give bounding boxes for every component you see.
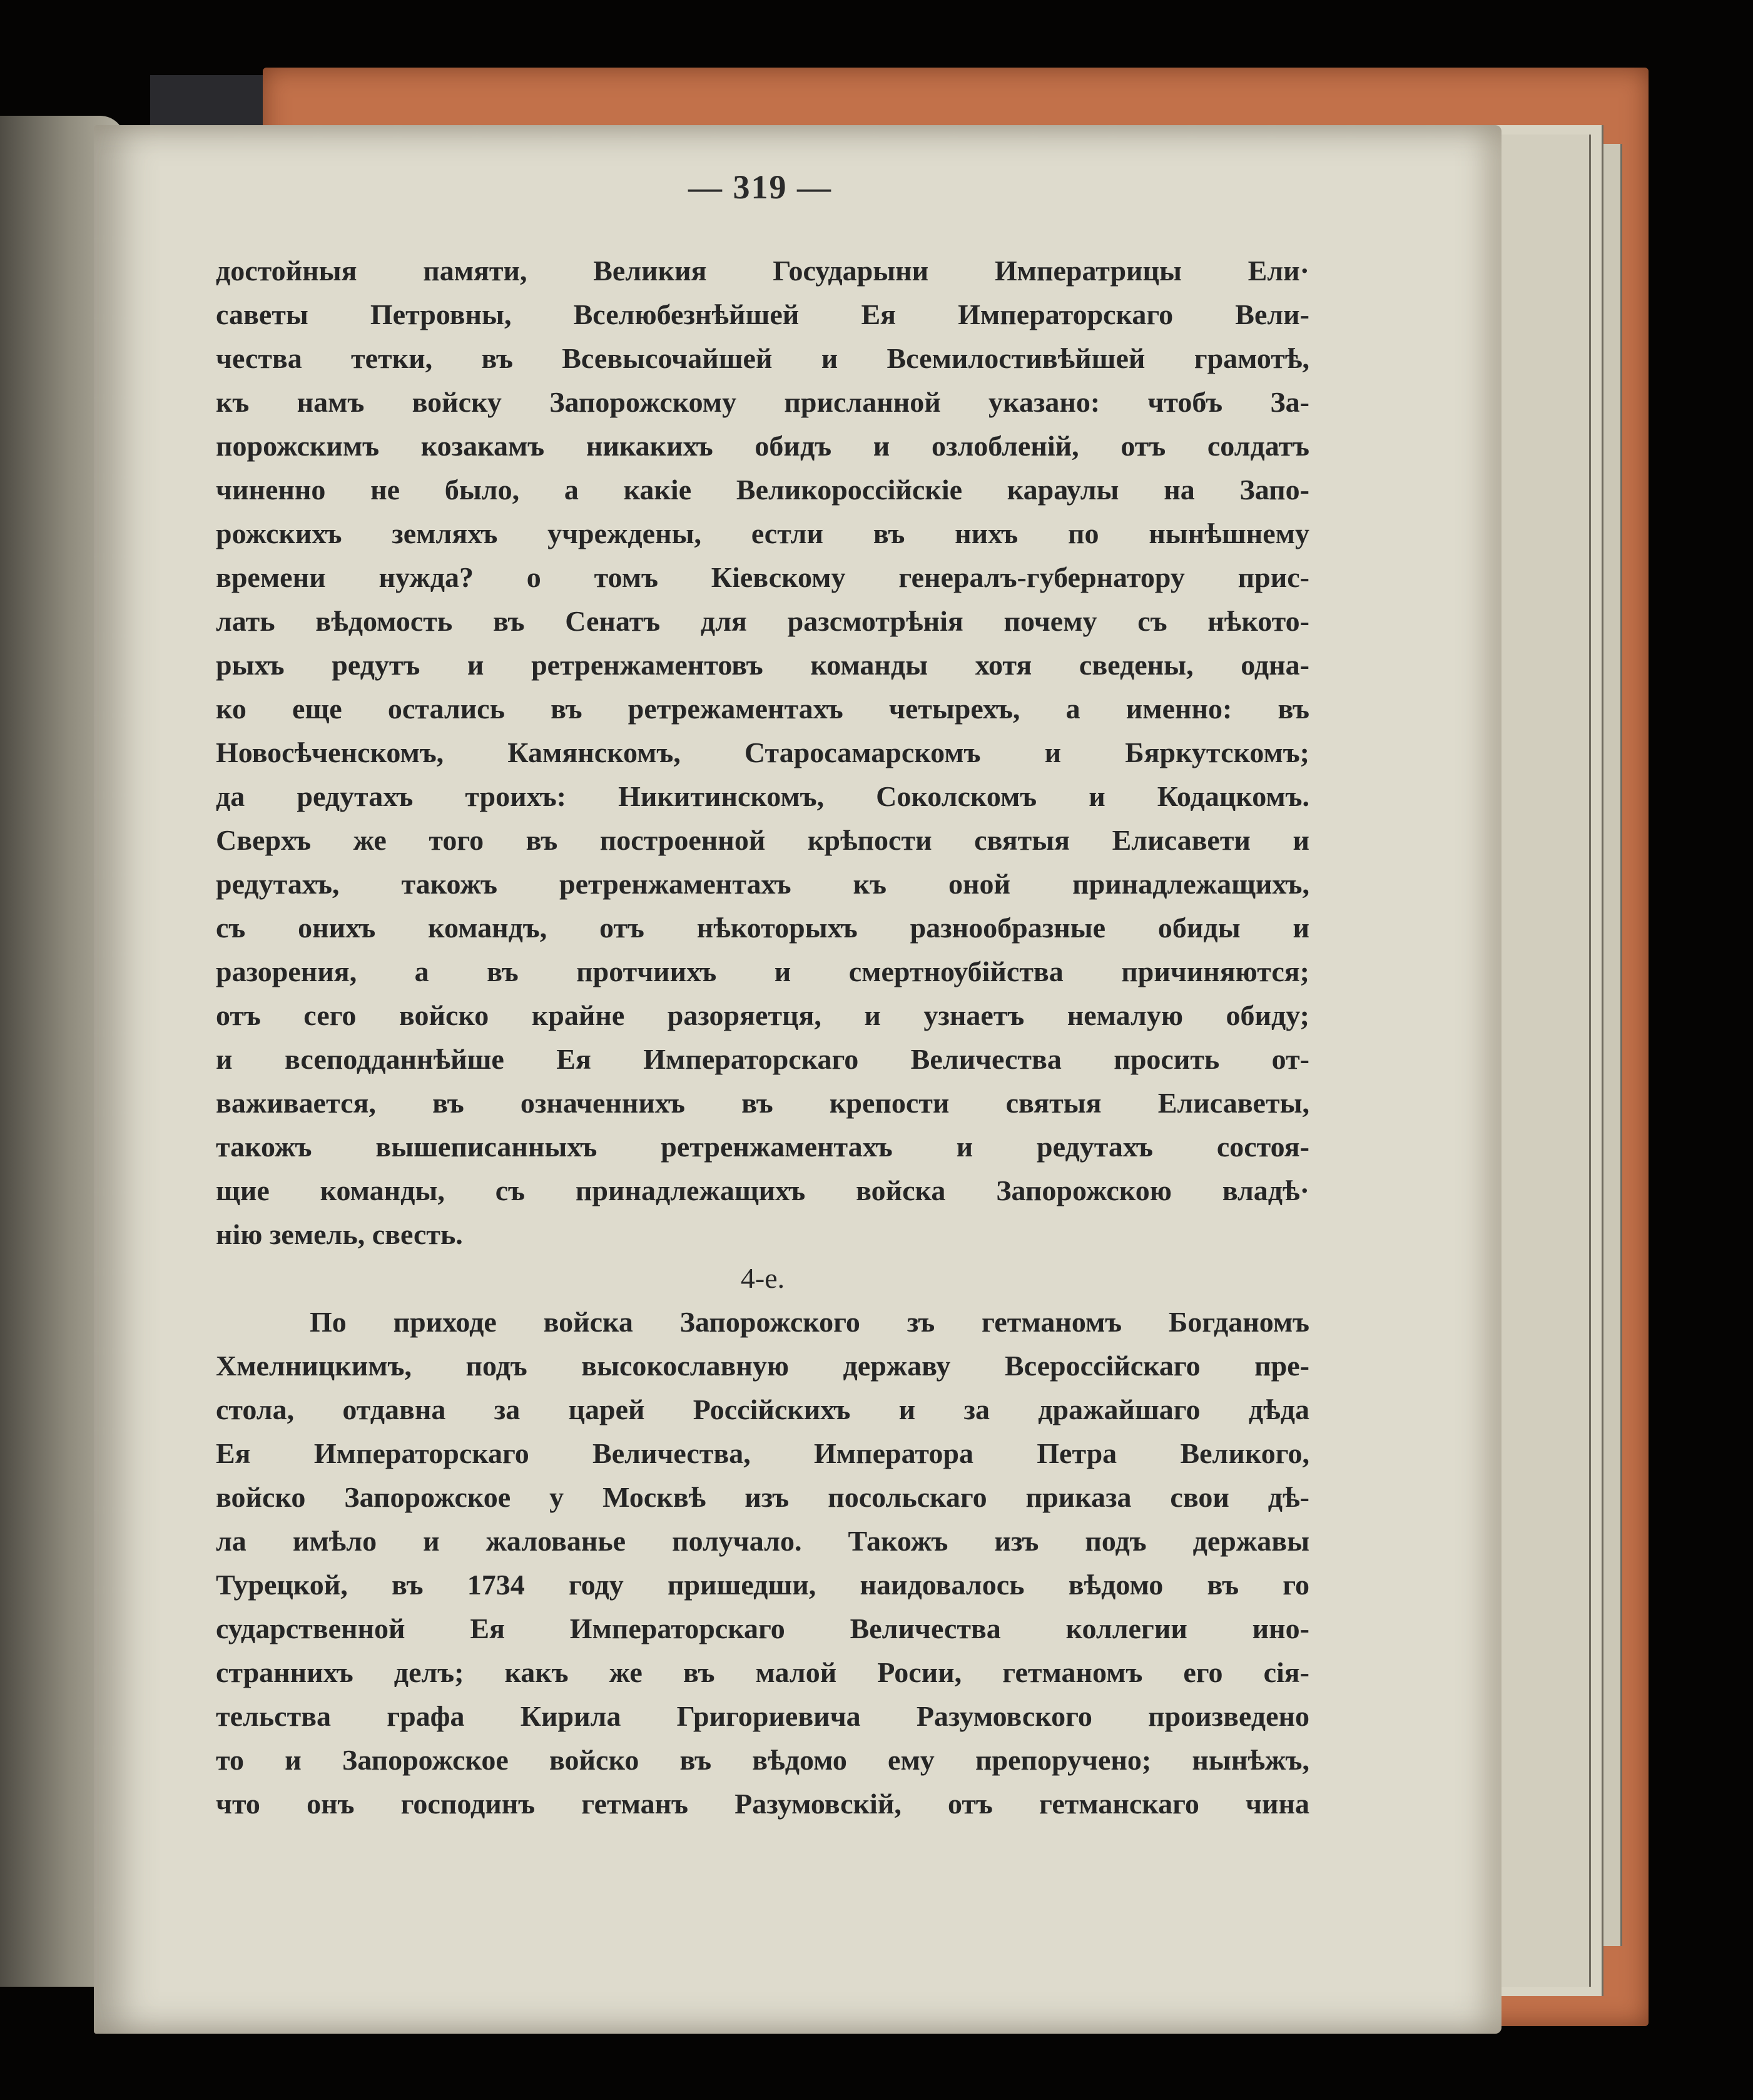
paragraph-1: [216, 249, 1309, 1256]
page-number: — 319 —: [688, 168, 832, 206]
text-line: да редутахъ троихъ: Никитинскомъ, Соколскомъ и Кодацкомъ.: [216, 780, 1309, 812]
text-line: важивается, въ означеннихъ въ крепости святыя Елисаветы,: [216, 1087, 1309, 1119]
text-line: редутахъ, такожъ ретренжаментахъ къ оной принадлежащихъ,: [216, 868, 1309, 900]
text-line: щие команды, съ принадлежащихъ войска Запорожскою владѣ·: [216, 1175, 1309, 1206]
text-line: лать вѣдомость въ Сенатъ для разсмотрѣнія почему съ нѣкото-: [216, 605, 1309, 637]
text-line: порожскимъ козакамъ никакихъ обидъ и озлобленій, отъ солдатъ: [216, 430, 1309, 462]
paragraph-2: [216, 1300, 1309, 1826]
text-line: ко еще остались въ ретрежаментахъ четырехъ, а именно: въ: [216, 693, 1309, 725]
text-line: чиненно не было, а какіе Великороссійскіе караулы на Запо-: [216, 474, 1309, 506]
text-line: рыхъ редутъ и ретренжаментовъ команды хотя сведены, одна-: [216, 649, 1309, 681]
text-line: то и Запорожское войско въ вѣдомо ему препоручено; нынѣжъ,: [216, 1744, 1309, 1776]
text-line: разорения, а въ протчиихъ и смертноубійства причиняются;: [216, 956, 1309, 987]
text-line: войско Запорожское у Москвѣ изъ посольскаго приказа свои дѣ-: [216, 1481, 1309, 1513]
section-heading: 4-е.: [740, 1262, 785, 1294]
text-line: тельства графа Кирила Григориевича Разумовского произведено: [216, 1700, 1309, 1732]
text-line: съ онихъ командъ, отъ нѣкоторыхъ разнообразные обиды и: [216, 912, 1309, 944]
text-line: стола, отдавна за царей Россійскихъ и за дражайшаго дѣда: [216, 1394, 1309, 1425]
text-line: Новосѣченскомъ, Камянскомъ, Старосамарскомъ и Бяркутскомъ;: [216, 737, 1309, 768]
text-line: Сверхъ же того въ построенной крѣпости святыя Елисавети и: [216, 824, 1309, 856]
text-line: саветы Петровны, Вселюбезнѣйшей Ея Императорскаго Вели-: [216, 298, 1309, 330]
text-line: времени нужда? о томъ Кіевскому генералъ-губернатору прис-: [216, 561, 1309, 593]
text-line: сударственной Ея Императорскаго Величества коллегии ино-: [216, 1613, 1309, 1644]
text-line: отъ сего войско крайне разоряетця, и узнаетъ немалую обиду;: [216, 999, 1309, 1031]
text-line: По приходе войска Запорожского зъ гетманомъ Богданомъ: [310, 1306, 1309, 1338]
text-line: что онъ господинъ гетманъ Разумовскій, отъ гетманскаго чина: [216, 1788, 1309, 1820]
text-line: достойныя памяти, Великия Государыни Императрицы Ели·: [216, 255, 1309, 287]
text-line: Хмелницкимъ, подъ высокославную державу Всероссійскаго пре-: [216, 1350, 1309, 1382]
text-line: нію земель, свесть.: [216, 1218, 463, 1250]
text-line: рожскихъ земляхъ учреждены, естли въ нихъ по нынѣшнему: [216, 517, 1309, 549]
text-line: страннихъ делъ; какъ же въ малой Росии, гетманомъ его сія-: [216, 1656, 1309, 1688]
text-line: и всеподданнѣйше Ея Императорскаго Величества просить от-: [216, 1043, 1309, 1075]
text-line: къ намъ войску Запорожскому присланной указано: чтобъ За-: [216, 386, 1309, 418]
text-line: чества тетки, въ Всевысочайшей и Всемилостивѣйшей грамотѣ,: [216, 342, 1309, 374]
text-line: Турецкой, въ 1734 году пришедши, наидовалось вѣдомо въ го: [216, 1569, 1309, 1601]
text-line: такожъ вышеписанныхъ ретренжаментахъ и редутахъ состоя-: [216, 1131, 1309, 1163]
text-line: Ея Императорскаго Величества, Императора Петра Великого,: [216, 1437, 1309, 1469]
text-line: ла имѣло и жалованье получало. Такожъ изъ подъ державы: [216, 1525, 1309, 1557]
page-text: [216, 249, 1309, 1826]
